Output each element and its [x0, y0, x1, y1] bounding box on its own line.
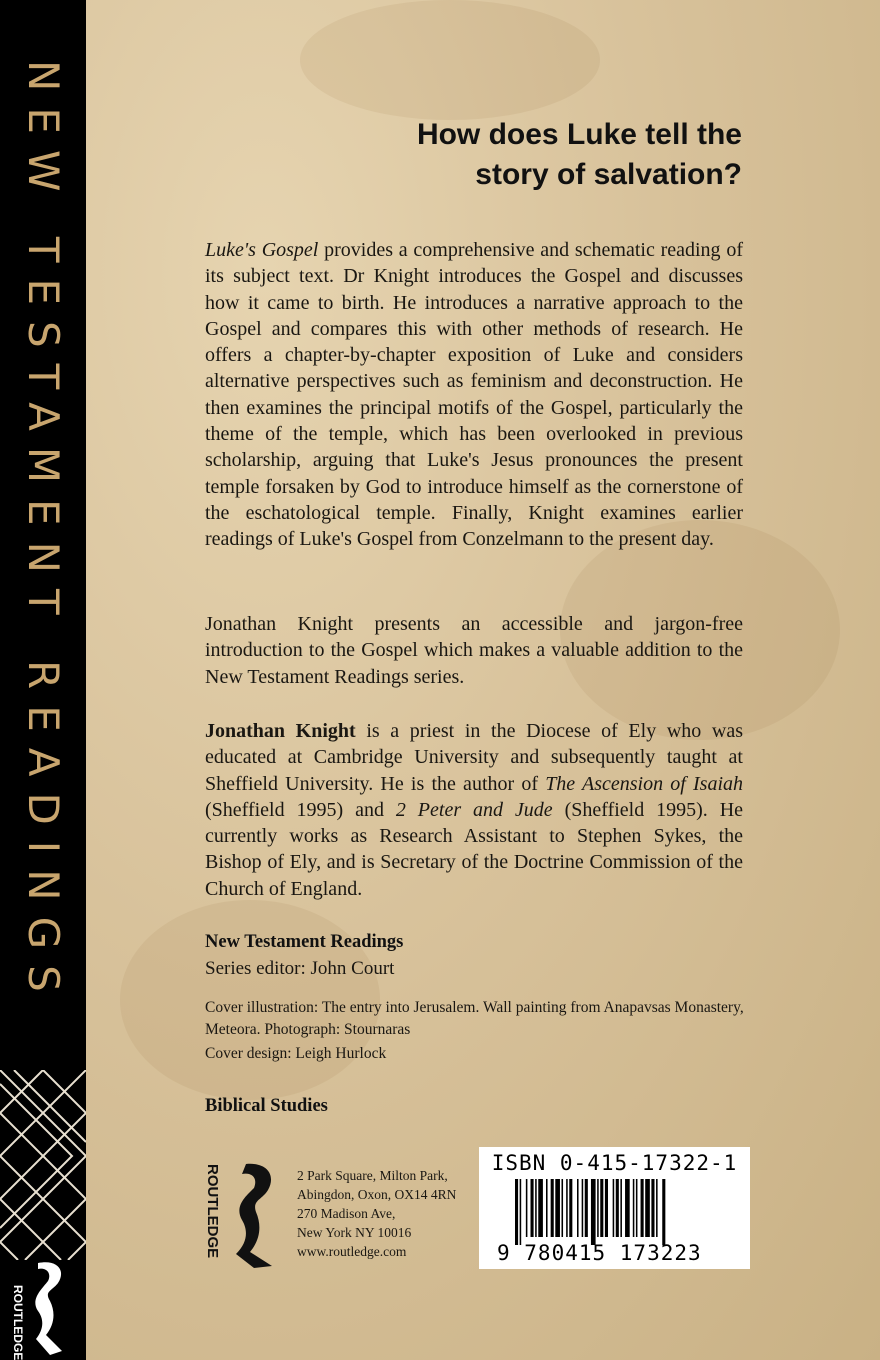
- barcode-bar: [585, 1179, 588, 1237]
- bio-text: (Sheffield 1995). He currently works as Research Assistant to Stephen Sykes, the Bishop of Ely, and is Secretary of the Doctrine Commission of the Church of England.: [205, 798, 744, 900]
- address-line: 2 Park Square, Milton Park,: [297, 1168, 448, 1183]
- barcode-bar: [625, 1179, 630, 1237]
- barcode-bar: [562, 1179, 564, 1237]
- description-paragraph-2: Jonathan Knight presents an accessible and jargon-free introduction to the Gospel which makes a valuable addition to the New Testament Readings series.: [205, 613, 743, 688]
- address-line: Abingdon, Oxon, OX14 4RN: [297, 1187, 457, 1202]
- address-line: New York NY 10016: [297, 1225, 412, 1240]
- barcode-bar: [566, 1179, 568, 1237]
- barcode-bar: [551, 1179, 554, 1237]
- series-editor: Series editor: John Court: [205, 958, 395, 979]
- barcode-bar: [597, 1179, 599, 1237]
- cover-design-credit: Cover design: Leigh Hurlock: [205, 1045, 387, 1062]
- barcode-bar: [591, 1179, 596, 1245]
- address-line: 270 Madison Ave,: [297, 1206, 396, 1221]
- diamond-pattern-icon: [0, 1070, 86, 1260]
- bio-book-title: The Ascension of Isaiah: [545, 772, 744, 795]
- barcode-bar: [636, 1179, 638, 1237]
- series-name: New Testament Readings: [205, 932, 404, 952]
- address-line: www.routledge.com: [297, 1244, 407, 1259]
- isbn-number: ISBN 0-415-17322-1: [491, 1151, 738, 1175]
- headline: [417, 115, 742, 195]
- barcode-bar: [662, 1179, 665, 1245]
- description-paragraph-1: [205, 237, 743, 553]
- barcode-bar: [613, 1179, 615, 1237]
- routledge-spine-logo-icon: [0, 1255, 86, 1360]
- barcode-bar: [531, 1179, 534, 1237]
- bio-text: is a priest in the Diocese of Ely who was educated at Cambridge University and subsequently taught at Sheffield University. He is the author of: [205, 720, 744, 795]
- barcode-bar: [641, 1179, 644, 1237]
- description-text: provides a comprehensive and schematic reading of its subject text. Dr Knight introduces the Gospel and discusses how it came to birth. He introduces a narrative approach to the Gospel and compares this with other methods of research. He offers a chapter-by-chapter exposition of Luke and considers alternative perspectives such as feminism and deconstruction. He then examines the principal motifs of the Gospel, particularly the theme of the temple, which has been overlooked in previous scholarship, arguing that Luke's Jesus pronounces the present temple forsaken by God to introduce himself as the cornerstone of the eschatological temple. Finally, Knight examines earlier readings of Luke's Gospel from Conzelmann to the present day.: [205, 239, 743, 551]
- publisher-name: ROUTLEDGE: [204, 1164, 221, 1259]
- barcode-bar: [605, 1179, 608, 1237]
- spine-strip: [0, 0, 86, 1360]
- bio-book-title: 2 Peter and Jude: [395, 798, 553, 821]
- publisher-address: [297, 1166, 456, 1261]
- barcode-bars: [515, 1179, 725, 1245]
- barcode-bar: [546, 1179, 548, 1237]
- barcode-bar: [651, 1179, 654, 1237]
- barcode-bar: [582, 1179, 584, 1237]
- barcode-bar: [515, 1179, 518, 1245]
- paper-stain: [300, 0, 600, 120]
- barcode-bar: [633, 1179, 635, 1237]
- barcode-bar: [520, 1179, 522, 1245]
- barcode-bar: [577, 1179, 579, 1237]
- barcode-bar: [656, 1179, 658, 1237]
- barcode-bar: [620, 1179, 622, 1237]
- barcode-bar: [555, 1179, 560, 1237]
- isbn-barcode: [479, 1147, 750, 1269]
- routledge-logo-icon: [196, 1160, 286, 1270]
- barcode-bar: [535, 1179, 537, 1237]
- headline-line2: story of salvation?: [475, 158, 742, 191]
- cover-illustration-credit: Cover illustration: The entry into Jerusalem. Wall painting from Anapavsas Monastery, Meteora. Photograph: Stournaras: [205, 999, 744, 1038]
- headline-line1: How does Luke tell the: [416, 118, 742, 151]
- spine-publisher-text: ROUTLEDGE: [11, 1285, 25, 1360]
- bio-text: (Sheffield 1995) and: [205, 798, 384, 821]
- author-name: Jonathan Knight: [205, 720, 356, 742]
- author-bio: [205, 718, 743, 902]
- category-label: Biblical Studies: [205, 1096, 328, 1116]
- book-title: Luke's Gospel: [205, 239, 319, 261]
- barcode-bar: [538, 1179, 543, 1237]
- barcode-bar: [569, 1179, 572, 1237]
- barcode-bar: [645, 1179, 650, 1237]
- barcode-digits: 9 780415 173223: [497, 1241, 702, 1265]
- barcode-bar: [526, 1179, 528, 1237]
- barcode-bar: [600, 1179, 603, 1237]
- barcode-bar: [616, 1179, 619, 1237]
- spine-series-title: NEW TESTAMENT READINGS: [19, 60, 68, 1008]
